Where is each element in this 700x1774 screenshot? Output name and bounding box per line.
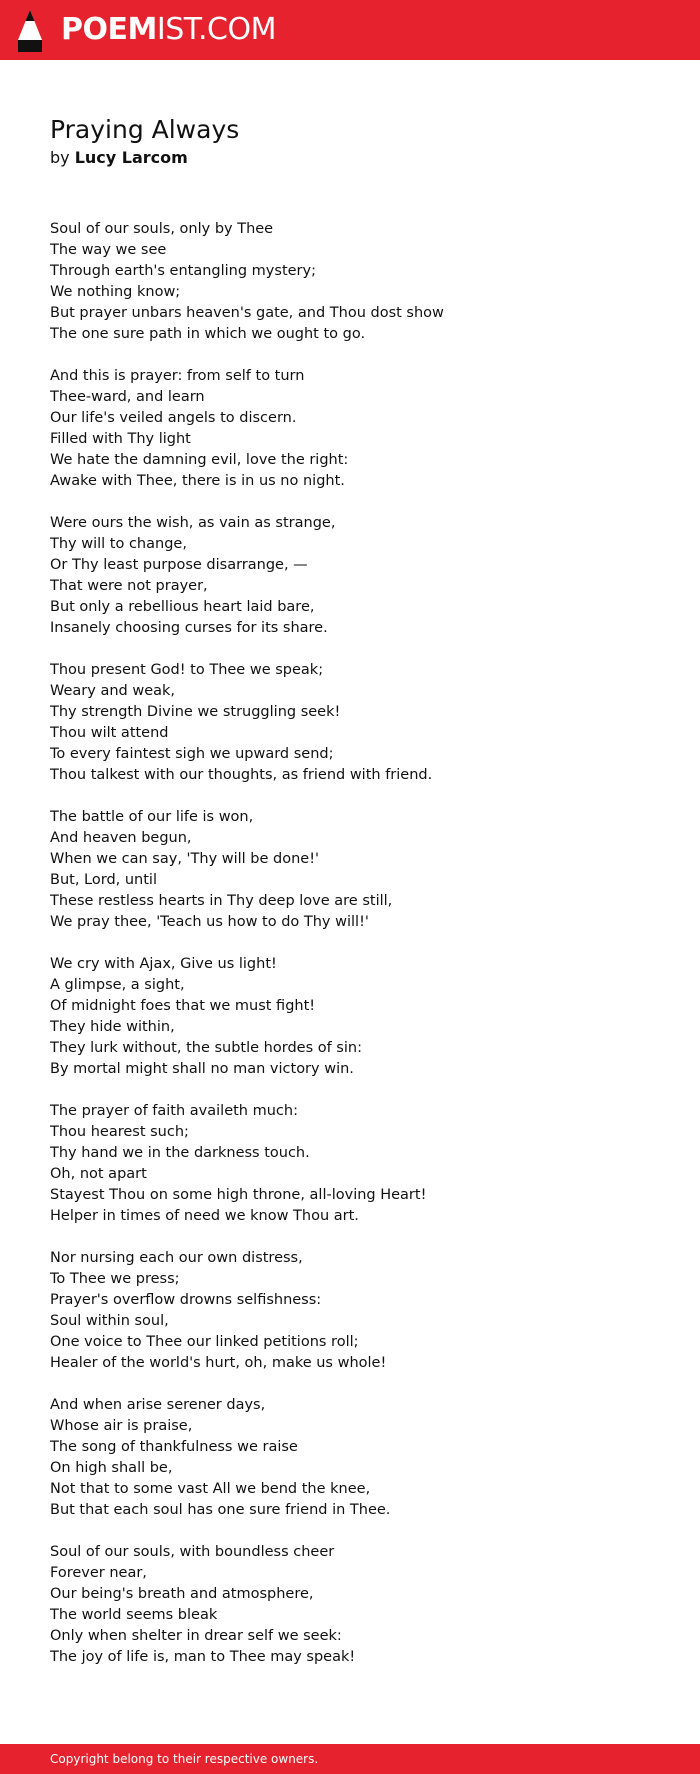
poem-line: We cry with Ajax, Give us light!	[50, 956, 277, 972]
by-label: by	[50, 148, 70, 167]
poem-line: Insanely choosing curses for its share.	[50, 620, 328, 636]
poem-line: That were not prayer,	[50, 578, 208, 594]
logo-bold-text: POEM	[61, 12, 157, 47]
poem-line: Soul of our souls, with boundless cheer	[50, 1544, 335, 1560]
poem-line: Through earth's entangling mystery;	[50, 263, 316, 279]
poem-line: The world seems bleak	[50, 1607, 218, 1623]
poem-line: Thou talkest with our thoughts, as friend with friend.	[50, 767, 433, 783]
poem-line: Or Thy least purpose disarrange, —	[50, 557, 308, 573]
poem-line: Thou wilt attend	[50, 725, 169, 741]
poem-line: The battle of our life is won,	[50, 809, 254, 825]
poem-line: Thy will to change,	[50, 536, 187, 552]
poem-line: Whose air is praise,	[50, 1418, 193, 1434]
poem-line: By mortal might shall no man victory win.	[50, 1061, 354, 1077]
stanza	[50, 1395, 650, 1521]
poem-line: Thy strength Divine we struggling seek!	[50, 704, 341, 720]
poem-line: Prayer's overflow drowns selfishness:	[50, 1292, 322, 1308]
stanza	[50, 807, 650, 933]
poem-line: They hide within,	[50, 1019, 175, 1035]
poem-line: Soul within soul,	[50, 1313, 169, 1329]
pencil-icon[interactable]	[18, 10, 42, 52]
poem-line: Our life's veiled angels to discern.	[50, 410, 297, 426]
poem-line: On high shall be,	[50, 1460, 173, 1476]
poem-line: We pray thee, 'Teach us how to do Thy will!'	[50, 914, 369, 930]
poem-line: Forever near,	[50, 1565, 147, 1581]
poem-line: To Thee we press;	[50, 1271, 180, 1287]
poem-line: Filled with Thy light	[50, 431, 191, 447]
poem-line: A glimpse, a sight,	[50, 977, 185, 993]
poem-line: The prayer of faith availeth much:	[50, 1103, 298, 1119]
poem-line: Not that to some vast All we bend the knee,	[50, 1481, 371, 1497]
poem-line: Healer of the world's hurt, oh, make us whole!	[50, 1355, 387, 1371]
poem-line: But that each soul has one sure friend in Thee.	[50, 1502, 391, 1518]
poem-line: We nothing know;	[50, 284, 181, 300]
poem-line: The joy of life is, man to Thee may speak!	[50, 1649, 356, 1665]
author-name: Lucy Larcom	[74, 148, 188, 167]
stanza	[50, 1248, 650, 1374]
stanza	[50, 954, 650, 1080]
poem-line: One voice to Thee our linked petitions roll;	[50, 1334, 359, 1350]
poem-line: Thou present God! to Thee we speak;	[50, 662, 324, 678]
poem-line: But, Lord, until	[50, 872, 157, 888]
poem-line: And when arise serener days,	[50, 1397, 266, 1413]
poem-line: The one sure path in which we ought to go.	[50, 326, 366, 342]
poem-line: Oh, not apart	[50, 1166, 147, 1182]
stanza	[50, 219, 650, 345]
poem-title: Praying Always	[50, 115, 240, 144]
poem-line: Helper in times of need we know Thou art.	[50, 1208, 359, 1224]
stanza	[50, 1542, 650, 1668]
stanza	[50, 1101, 650, 1227]
site-logo[interactable]	[61, 12, 276, 48]
poem-line: They lurk without, the subtle hordes of sin:	[50, 1040, 362, 1056]
poem-line: Stayest Thou on some high throne, all-loving Heart!	[50, 1187, 427, 1203]
poem-line: These restless hearts in Thy deep love are still,	[50, 893, 393, 909]
poem-line: Only when shelter in drear self we seek:	[50, 1628, 342, 1644]
poem-line: But prayer unbars heaven's gate, and Thou dost show	[50, 305, 444, 321]
poem-line: And this is prayer: from self to turn	[50, 368, 305, 384]
poem-line: When we can say, 'Thy will be done!'	[50, 851, 320, 867]
copyright-text: Copyright belong to their respective owners.	[50, 1752, 319, 1766]
poem-line: The song of thankfulness we raise	[50, 1439, 298, 1455]
poem-line: Nor nursing each our own distress,	[50, 1250, 303, 1266]
byline	[50, 147, 188, 169]
poem-line: Thy hand we in the darkness touch.	[50, 1145, 310, 1161]
stanza	[50, 660, 650, 786]
poem-line: Weary and weak,	[50, 683, 176, 699]
poem-line: Of midnight foes that we must fight!	[50, 998, 316, 1014]
poem-line: Our being's breath and atmosphere,	[50, 1586, 314, 1602]
poem-line: To every faintest sigh we upward send;	[50, 746, 334, 762]
poem-body	[50, 219, 650, 1689]
poem-line: Soul of our souls, only by Thee	[50, 221, 274, 237]
poem-line: Awake with Thee, there is in us no night.	[50, 473, 345, 489]
site-footer	[0, 1744, 700, 1774]
site-header	[0, 0, 700, 60]
poem-line: Were ours the wish, as vain as strange,	[50, 515, 336, 531]
poem-line: We hate the damning evil, love the right:	[50, 452, 349, 468]
poem-line: And heaven begun,	[50, 830, 192, 846]
poem-line: Thou hearest such;	[50, 1124, 189, 1140]
poem-line: Thee-ward, and learn	[50, 389, 205, 405]
logo-light-text: IST.COM	[156, 12, 276, 47]
poem-line: But only a rebellious heart laid bare,	[50, 599, 315, 615]
stanza	[50, 366, 650, 492]
stanza	[50, 513, 650, 639]
poem-line: The way we see	[50, 242, 167, 258]
